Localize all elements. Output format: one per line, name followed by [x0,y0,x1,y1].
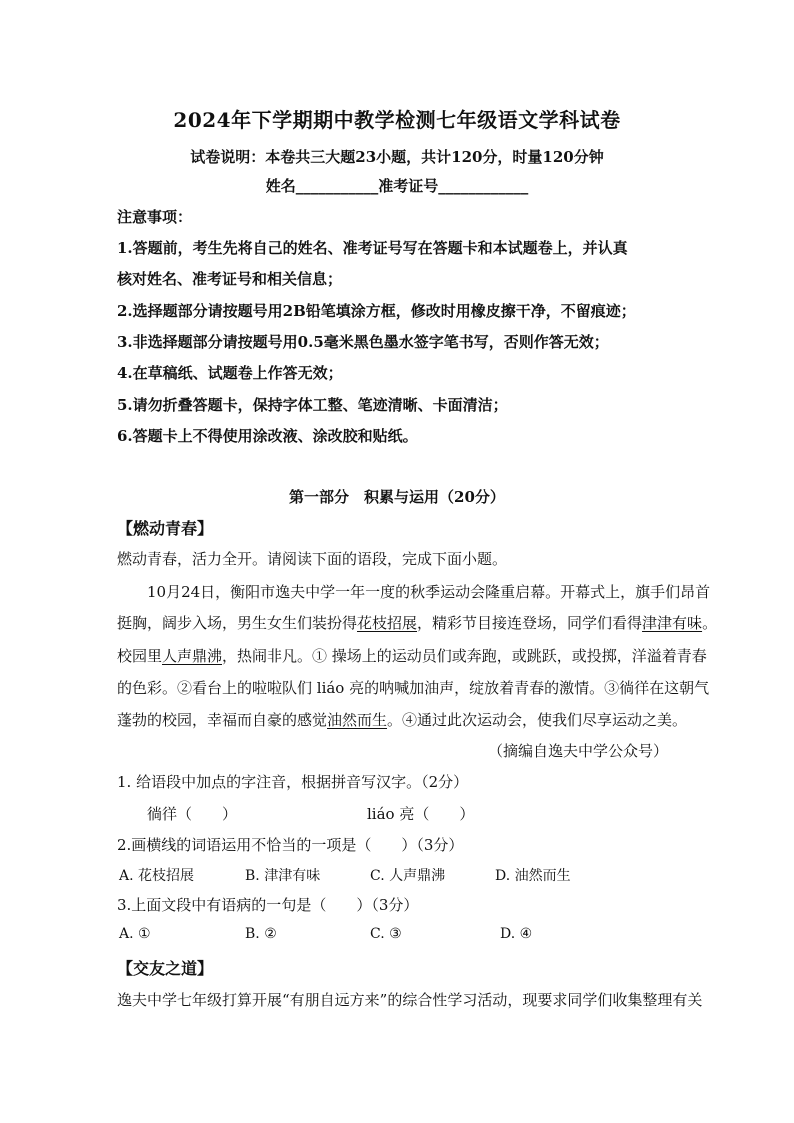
underlined-phrase: 油然而生 [327,711,388,729]
passage-line [117,709,687,730]
part1-heading: 第一部分 积累与运用（20分） [289,488,505,506]
note-item: 4.在草稿纸、试题卷上作答无效； [117,364,343,382]
passage-line: 10月24日，衡阳市逸夫中学一年一度的秋季运动会隆重启幕。开幕式上，旗手们昂首 [147,583,711,601]
underlined-phrase: 花枝招展 [357,614,418,632]
question-2-stem: 2.画横线的词语运用不恰当的一项是（ ）（3分） [117,836,464,854]
q2-option-c: C. 人声鼎沸 [370,868,446,884]
q1-answer-a: 徜徉（ ） [147,805,238,823]
underlined-phrase: 人声鼎沸 [162,647,223,665]
passage-text: 蓬勃的校园，幸福而自豪的感觉 [117,711,328,729]
name-id-field: 姓名___________准考证号____________ [265,177,529,195]
q3-option-d: D. ④ [500,926,533,942]
block-title-friendship: 【交友之道】 [117,959,214,978]
passage-text: ，精彩节目接连登场，同学们看得 [417,614,643,632]
passage-line [117,612,717,633]
question-3-stem: 3.上面文段中有语病的一句是（ ）（3分） [117,896,419,914]
q2-option-b: B. 津津有味 [245,868,321,884]
exam-instructions: 试卷说明：本卷共三大题23小题，共计120分，时量120分钟 [190,148,604,166]
passage-text: 挺胸，阔步入场，男生女生们装扮得 [117,614,358,632]
passage-text: 。④通过此次运动会，使我们尽享运动之美。 [387,711,688,729]
question-1-stem: 1. 给语段中加点的字注音，根据拼音写汉字。（2分） [117,773,469,791]
passage-line: 的色彩。②看台上的啦啦队们 liáo 亮的呐喊加油声，绽放着青春的激情。③徜徉在这朝气 [117,679,710,697]
q3-option-a: A. ① [119,926,151,942]
underlined-phrase: 津津有味 [642,614,703,632]
q3-option-b: B. ② [245,926,277,942]
passage-text: ，热闹非凡。① 操场上的运动员们或奔跑，或跳跃，或投掷，洋溢着青春 [222,647,707,665]
exam-title: 2024年下学期期中教学检测七年级语文学科试卷 [173,108,621,132]
notes-heading: 注意事项： [117,208,193,226]
reading-intro: 燃动青春，活力全开。请阅读下面的语段，完成下面小题。 [117,550,508,568]
note-item: 3.非选择题部分请按题号用0.5毫米黑色墨水签字笔书写，否则作答无效； [117,333,609,351]
note-item: 2.选择题部分请按题号用2B铅笔填涂方框，修改时用橡皮擦干净，不留痕迹； [117,302,636,320]
passage-source: （摘编自逸夫中学公众号） [487,742,668,760]
note-item: 核对姓名、准考证号和相关信息； [117,270,343,288]
passage-text: 。 [702,614,718,632]
block-title-youth: 【燃动青春】 [117,519,214,538]
note-item: 1.答题前，考生先将自己的姓名、准考证号写在答题卡和本试题卷上，并认真 [117,239,628,257]
note-item: 6.答题卡上不得使用涂改液、涂改胶和贴纸。 [117,427,418,445]
passage-line [117,645,707,666]
q2-option-a: A. 花枝招展 [119,868,195,884]
friendship-intro: 逸夫中学七年级打算开展“有朋自远方来”的综合性学习活动，现要求同学们收集整理有关 [117,991,703,1009]
q1-answer-b: liáo 亮（ ） [367,805,475,823]
note-item: 5.请勿折叠答题卡，保持字体工整、笔迹清晰、卡面清洁； [117,396,508,414]
q3-option-c: C. ③ [370,926,402,942]
q2-option-d: D. 油然而生 [495,868,571,884]
passage-text: 校园里 [117,647,163,665]
